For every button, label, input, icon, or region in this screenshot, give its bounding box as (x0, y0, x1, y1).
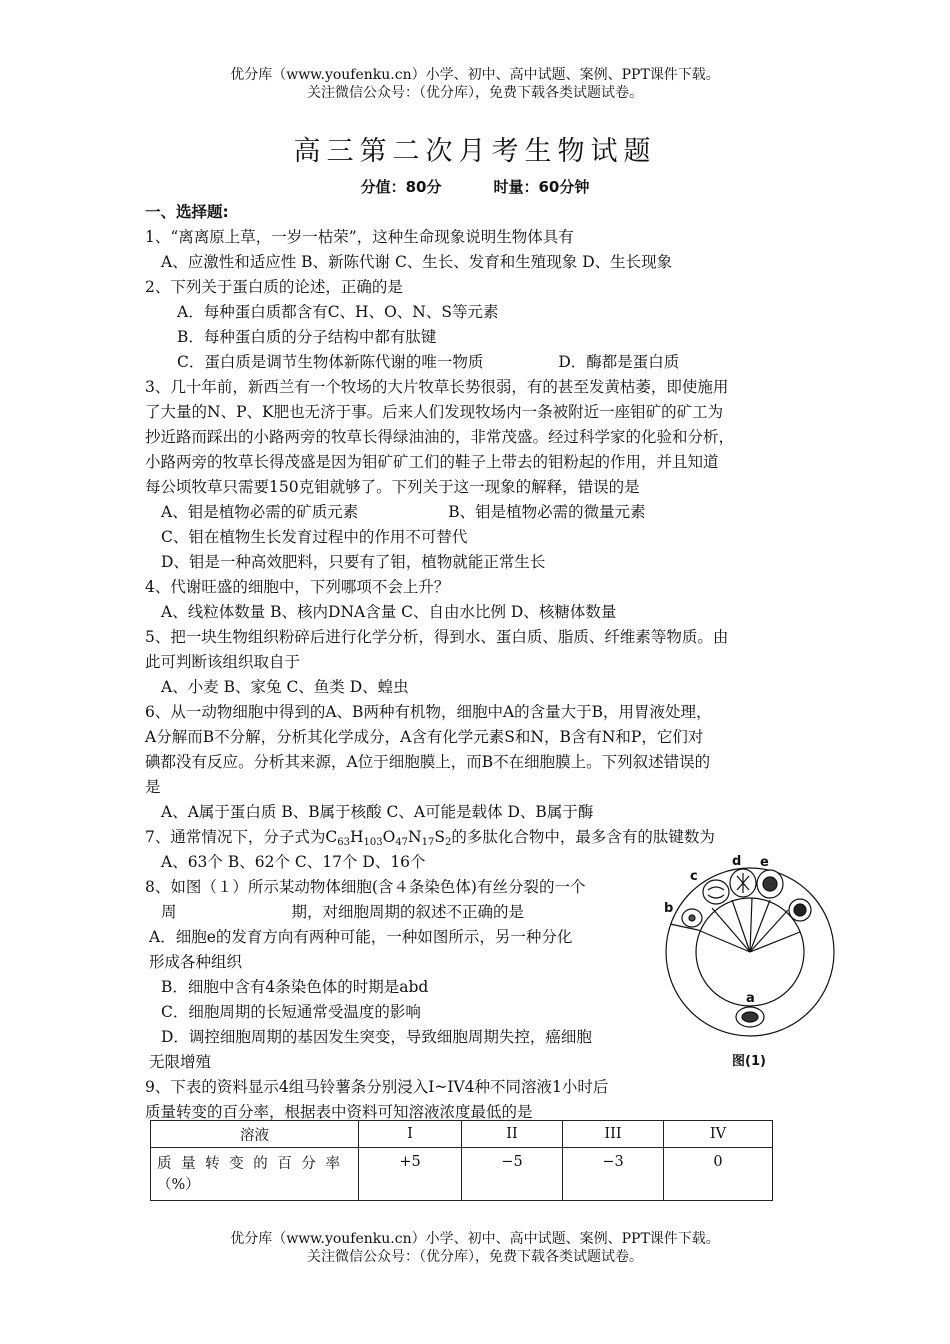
q8-option-c: C．细胞周期的长短通常受温度的影响 (161, 1003, 421, 1021)
label-c: c (690, 869, 698, 884)
label-b: b (664, 901, 674, 916)
q5-line-2: 此可判断该组织取自于 (145, 653, 301, 671)
q2-option-d: D．酶都是蛋白质 (558, 353, 680, 371)
cell-cycle-figure (660, 850, 840, 1075)
label-e: e (760, 855, 769, 870)
q8-option-a: A．细胞e的发育方向有两种可能，一种如图所示，另一种分化 (149, 928, 573, 946)
footer-line-2: 关注微信公众号：（优分库），免费下载各类试题试卷。 (307, 1249, 643, 1265)
time-label: 时量：60分钟 (493, 178, 590, 196)
footer-line-1: 优分库（www.youfenku.cn）小学、初中、高中试题、案例、PPT课件下载。 (230, 1231, 720, 1247)
q8-option-a-cont: 形成各种组织 (149, 953, 243, 971)
header-banner (0, 66, 950, 102)
q3-line-4: 小路两旁的牧草长得茂盛是因为钼矿矿工们的鞋子上带去的钼粉起的作用，并且知道 (145, 453, 719, 471)
table-header-row (151, 1121, 773, 1148)
banner-line-2: 关注微信公众号：（优分库），免费下载各类试题试卷。 (307, 85, 643, 101)
q6-line-3: 碘都没有反应。分析其来源，A位于细胞膜上，而B不在细胞膜上。下列叙述错误的 (145, 753, 711, 771)
q3-option-c: C、钼在植物生长发育过程中的作用不可替代 (161, 528, 468, 546)
q8-option-d: D．调控细胞周期的基因发生突变，导致细胞周期失控，癌细胞 (161, 1028, 592, 1046)
q5-line-1: 5、把一块生物组织粉碎后进行化学分析，得到水、蛋白质、脂质、纤维素等物质。由 (145, 628, 729, 646)
table-cell: −5 (462, 1148, 563, 1201)
q2-option-a: A．每种蛋白质都含有C、H、O、N、S等元素 (177, 303, 499, 321)
table-row-label: 质量转变的百分率 （%） (151, 1148, 359, 1201)
q2-stem: 2、下列关于蛋白质的论述，正确的是 (145, 278, 403, 296)
table-cell: 0 (664, 1148, 773, 1201)
cell-c (703, 880, 729, 904)
table-row (151, 1148, 773, 1201)
footer-banner (0, 1230, 950, 1266)
q6-line-1: 6、从一动物细胞中得到的A、B两种有机物，细胞中A的含量大于B，用胃液处理， (145, 703, 712, 721)
q8-option-d-cont: 无限增殖 (149, 1053, 212, 1071)
q1-stem: 1、“离离原上草，一岁一枯荣”，这种生命现象说明生物体具有 (145, 228, 574, 246)
q4-options: A、线粒体数量 B、核内DNA含量 C、自由水比例 D、核糖体数量 (161, 603, 617, 621)
q3-option-d: D、钼是一种高效肥料，只要有了钼，植物就能正常生长 (161, 553, 546, 571)
q7-stem: 7、通常情况下，分子式为$C_{63}H_{103}O_{47}N_{17}S_2$的多肽化合物中，最多含有的肽键数为 (145, 828, 715, 848)
table-header-cell: II (462, 1121, 563, 1148)
q9-line-1: 9、下表的资料显示4组马铃薯条分别浸入I~IV4种不同溶液1小时后 (145, 1078, 609, 1096)
table-header-cell: IV (664, 1121, 773, 1148)
q5-options: A、小麦 B、家兔 C、鱼类 D、蝗虫 (161, 678, 409, 696)
q2-option-b: B．每种蛋白质的分子结构中都有肽键 (177, 328, 437, 346)
table-header-cell: 溶液 (151, 1121, 359, 1148)
table-header-cell: III (563, 1121, 664, 1148)
q9-line-2: 质量转变的百分率，根据表中资料可知溶液浓度最低的是 (145, 1103, 533, 1121)
q8-option-b: B．细胞中含有4条染色体的时期是abd (161, 978, 429, 996)
exam-meta (0, 176, 950, 198)
q2-option-c: C．蛋白质是调节生物体新陈代谢的唯一物质 (177, 353, 484, 371)
q3-line-1: 3、几十年前，新西兰有一个牧场的大片牧草长势很弱，有的甚至发黄枯萎，即使施用 (145, 378, 729, 396)
q3-options-ab (145, 500, 790, 525)
banner-line-1: 优分库（www.youfenku.cn）小学、初中、高中试题、案例、PPT课件下载。 (230, 67, 720, 83)
q9-data-table (150, 1120, 773, 1201)
q3-line-2: 了大量的N、P、K肥也无济于事。后来人们发现牧场内一条被附近一座钼矿的矿工为 (145, 403, 724, 421)
q6-options: A、A属于蛋白质 B、B属于核酸 C、A可能是载体 D、B属于酶 (161, 803, 594, 821)
label-a: a (746, 991, 755, 1006)
q6-line-2: A分解而B不分解，分析其化学成分，A含有化学元素S和N，B含有N和P，它们对 (145, 728, 704, 746)
table-cell: −3 (563, 1148, 664, 1201)
q4-stem: 4、代谢旺盛的细胞中，下列哪项不会上升？ (145, 578, 450, 596)
q3-option-b: B、钼是植物必需的微量元素 (448, 503, 646, 521)
label-d: d (732, 854, 742, 869)
q6-line-4: 是 (145, 778, 161, 796)
q8-line-2: 周 期，对细胞周期的叙述不正确的是 (161, 903, 525, 921)
q2-options-cd (145, 350, 790, 375)
q3-line-5: 每公顷牧草只需要150克钼就够了。下列关于这一现象的解释，错误的是 (145, 478, 640, 496)
section-heading: 一、选择题: (145, 203, 229, 221)
table-header-cell: I (359, 1121, 462, 1148)
page-title: 高三第二次月考生物试题 (293, 136, 657, 167)
q3-option-a: A、钼是植物必需的矿质元素 (161, 503, 359, 521)
q8-line-1: 8、如图（１）所示某动物体细胞(含４条染色体)有丝分裂的一个 (145, 878, 586, 896)
q1-options: A、应激性和适应性 B、新陈代谢 C、生长、发育和生殖现象 D、生长现象 (161, 253, 673, 271)
q3-line-3: 抄近路而踩出的小路两旁的牧草长得绿油油的，非常茂盛。经过科学家的化验和分析， (145, 428, 735, 446)
q7-options: A、63个 B、62个 C、17个 D、16个 (161, 853, 426, 871)
figure-caption: 图(1) (732, 1054, 766, 1069)
table-cell: +5 (359, 1148, 462, 1201)
score-label: 分值：80分 (360, 178, 442, 196)
